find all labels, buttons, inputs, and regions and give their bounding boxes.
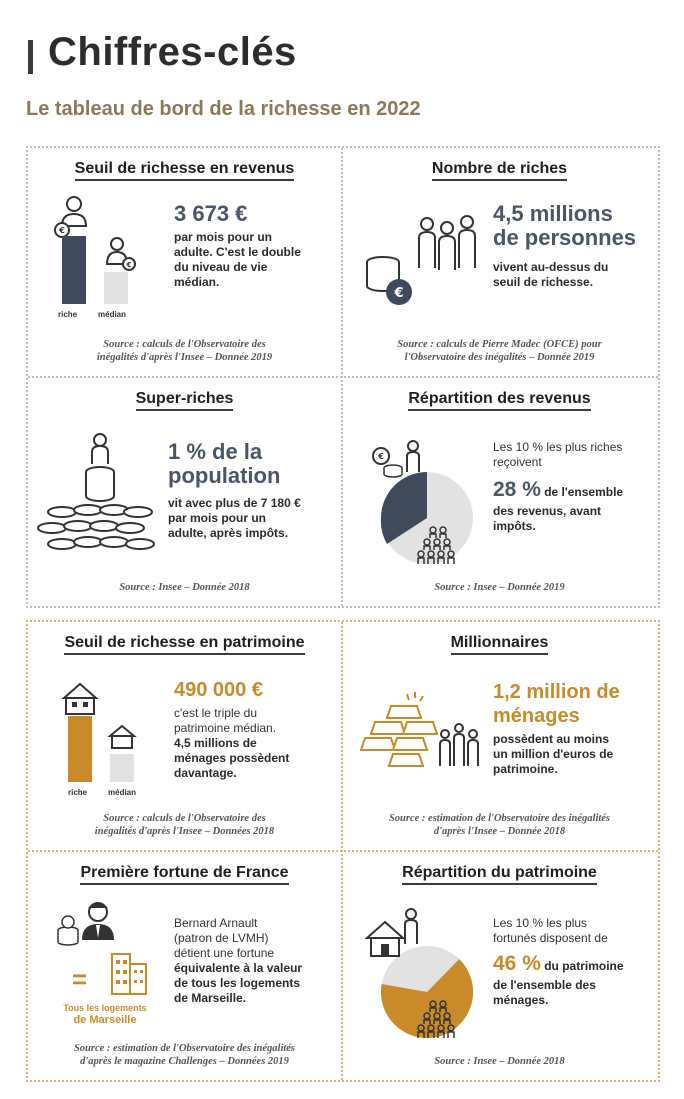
- card-repartition-revenus: [343, 378, 656, 606]
- card-title: Seuil de richesse en revenus: [28, 160, 341, 178]
- bar-label-median: médian: [108, 788, 137, 797]
- card-millionnaires: [343, 622, 656, 850]
- svg-text:€: €: [59, 226, 65, 235]
- super-riches-desc: vit avec plus de 7 180 € par mois pour un adulte, après impôts.: [168, 496, 301, 540]
- card-title: Super-riches: [28, 390, 341, 408]
- card-seuil-patrimoine: [28, 622, 341, 850]
- card-source: Source : estimation de l'Observatoire des inégalités d'après l'Insee – Donnée 2018: [388, 813, 611, 837]
- repartition-patrimoine-highlight: 46 % du patrimoine: [493, 952, 624, 975]
- section-revenus: [26, 146, 660, 608]
- page-subtitle: Le tableau de bord de la richesse en 2022: [26, 98, 421, 120]
- card-title: Nombre de riches: [343, 160, 656, 178]
- card-title: Millionnaires: [343, 634, 656, 652]
- svg-text:€: €: [378, 452, 384, 461]
- gold-bars-people-icon: [363, 688, 483, 778]
- card-source: Source : calculs de Pierre Madec (OFCE) pour l'Observatoire des inégalités – Donnée 2019: [397, 339, 602, 363]
- card-nombre-riches: [343, 148, 656, 376]
- coins-pile-person-icon: [42, 430, 154, 554]
- seuil-revenus-desc: par mois pour un adulte. C'est le double du niveau de vie médian.: [174, 230, 301, 289]
- millionnaires-value: 1,2 million de ménages: [493, 681, 620, 727]
- rich-vs-median-bars-icon: [42, 192, 152, 312]
- card-source: Source : estimation de l'Observatoire des inégalités d'après le magazine Challenges – Données 2019: [73, 1043, 296, 1067]
- fortune-desc: Bernard Arnault (patron de LVMH) détient une fortune équivalente à la valeur de tous les logements de Marseille.: [174, 916, 303, 1005]
- seuil-revenus-value: 3 673 €: [174, 201, 248, 226]
- nombre-riches-desc: vivent au-dessus du seuil de richesse.: [493, 260, 609, 289]
- svg-text:€: €: [394, 286, 404, 301]
- seuil-patrimoine-desc: c'est le triple du patrimoine médian. 4,5 millions de ménages possèdent davantage.: [174, 706, 290, 780]
- seuil-patrimoine-value: 490 000 €: [174, 679, 263, 701]
- card-seuil-revenus: [28, 148, 341, 376]
- card-source: Source : Insee – Donnée 2018: [434, 1056, 565, 1067]
- card-super-riches: [28, 378, 341, 606]
- repartition-revenus-desc: des revenus, avant impôts.: [493, 504, 602, 533]
- house-bars-icon: [42, 672, 152, 784]
- card-source: Source : Insee – Donnée 2018: [119, 582, 250, 593]
- bar-label-median: médian: [98, 310, 127, 319]
- card-repartition-patrimoine: [343, 852, 656, 1080]
- card-source: Source : calculs de l'Observatoire des inégalités d'après l'Insee – Données 2018: [94, 813, 275, 837]
- card-premiere-fortune: [28, 852, 341, 1080]
- millionnaires-desc: possèdent au moins un million d'euros de patrimoine.: [493, 732, 614, 776]
- repartition-revenus-highlight: 28 % de l'ensemble: [493, 478, 624, 501]
- card-title: Première fortune de France: [28, 864, 341, 882]
- card-source: Source : Insee – Donnée 2019: [434, 582, 565, 593]
- marseille-caption: Tous les logements de Marseille: [63, 1003, 147, 1026]
- card-source: Source : calculs de l'Observatoire des inégalités d'après l'Insee – Donnée 2019: [96, 339, 273, 363]
- title-accent-bar: [28, 40, 33, 74]
- section-patrimoine: [26, 620, 660, 1082]
- income-pie-icon: [357, 426, 477, 566]
- repartition-patrimoine-intro: Les 10 % les plus fortunés disposent de: [493, 916, 608, 945]
- wealth-pie-icon: [357, 900, 477, 1040]
- bar-label-riche: riche: [68, 788, 88, 797]
- repartition-revenus-intro: Les 10 % les plus riches reçoivent: [493, 440, 623, 469]
- bar-label-riche: riche: [58, 310, 78, 319]
- card-title: Répartition des revenus: [343, 390, 656, 408]
- repartition-patrimoine-desc: de l'ensemble des ménages.: [493, 978, 596, 1007]
- equals-sign: =: [72, 964, 88, 994]
- card-title: Répartition du patrimoine: [343, 864, 656, 882]
- nombre-riches-value: 4,5 millions de personnes: [493, 201, 637, 250]
- businessman-buildings-icon: [54, 898, 154, 998]
- svg-text:€: €: [126, 261, 132, 269]
- people-coins-icon: [361, 214, 481, 314]
- card-title: Seuil de richesse en patrimoine: [28, 634, 341, 652]
- super-riches-value: 1 % de la population: [168, 439, 281, 488]
- page-title: Chiffres-clés: [48, 30, 297, 74]
